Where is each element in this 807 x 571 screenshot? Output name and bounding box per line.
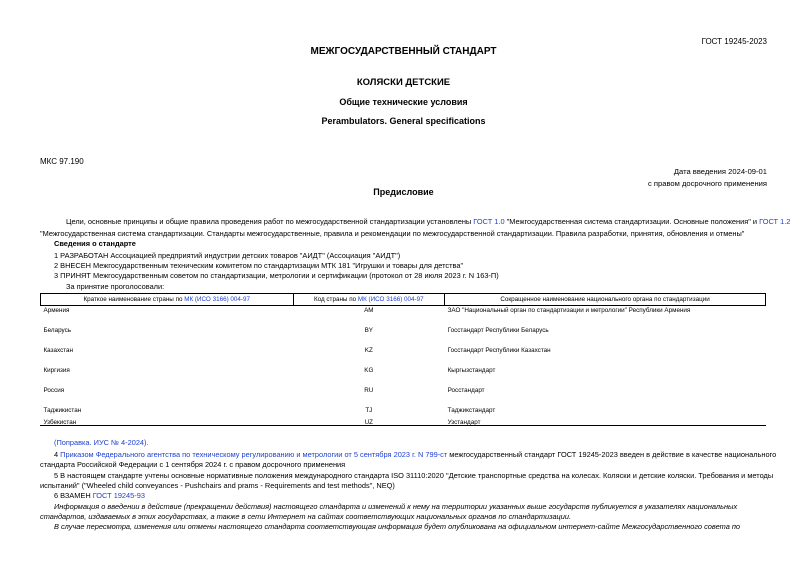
table-row — [41, 326, 766, 346]
body-cell: Кыргызстандарт — [447, 366, 496, 374]
table-row — [41, 306, 766, 326]
gost-1-0-link[interactable]: ГОСТ 1.0 — [473, 217, 505, 226]
foreword-text: Цели, основные принципы и общие правила проведения работ по межгосударственной стандартизации установлены — [66, 217, 474, 226]
column-header-code — [293, 294, 445, 306]
code-cell: RU — [364, 386, 374, 394]
column-header-country — [41, 294, 294, 306]
country-cell: Беларусь — [43, 326, 72, 334]
introduction-note: с правом досрочного применения — [648, 179, 767, 188]
foreword-text: "Межгосударственная система стандартизации. Основные положения" и — [504, 217, 760, 226]
body-cell: Росстандарт — [447, 386, 485, 394]
amendment-link[interactable]: (Поправка. ИУС № 4-2024). — [54, 438, 149, 447]
foreword-heading: Предисловие — [373, 187, 434, 197]
table-row — [41, 418, 766, 430]
gost-1-2-link[interactable]: ГОСТ 1.2 — [759, 217, 791, 226]
code-cell: BY — [364, 326, 374, 334]
item-1: 1 РАЗРАБОТАН Ассоциацией предприятий индустрии детских товаров "АИДТ" (Ассоциация "АИДТ") — [54, 251, 401, 260]
item-3: 3 ПРИНЯТ Межгосударственным советом по стандартизации, метрологии и сертификации (протокол от 28 июля 2023 г. N 163-П) — [54, 271, 499, 280]
mk-iso-link[interactable]: МК (ИСО 3166) 004-97 — [357, 296, 424, 303]
foreword-paragraph-1 — [66, 217, 790, 226]
code-cell: KZ — [364, 346, 373, 354]
document-title: КОЛЯСКИ ДЕТСКИЕ — [356, 77, 451, 88]
column-header-body: Сокращенное наименование национального органа по стандартизации — [445, 294, 766, 306]
item-5-cont: испытаний" ("Wheeled child conveyances - Pushchairs and prams - Requirements and test methods", NEQ) — [40, 481, 395, 490]
item-4-prefix: 4 — [54, 450, 61, 459]
mk-iso-link[interactable]: МК (ИСО 3166) 004-97 — [184, 296, 251, 303]
header-text: Код страны по — [313, 296, 358, 303]
body-cell: Таджикстандарт — [447, 406, 496, 414]
item-4-text: межгосударственный стандарт ГОСТ 19245-2023 введен в действие в качестве национального — [447, 450, 777, 459]
country-cell: Киргизия — [43, 366, 70, 374]
mks-code: МКС 97.190 — [40, 157, 84, 166]
code-cell: KG — [364, 366, 374, 374]
country-cell: Россия — [43, 386, 65, 394]
table-row — [41, 406, 766, 418]
document-subtitle-en: Perambulators. General specifications — [321, 116, 486, 126]
info-paragraph: Информация о введении в действие (прекращении действия) настоящего стандарта и изменений к нему на территории указанных выше государств публикуется в указателях национальных — [54, 502, 738, 511]
country-cell: Армения — [43, 307, 70, 314]
table-header-row — [41, 294, 766, 306]
foreword-paragraph-1-cont: "Межгосударственная система стандартизации. Стандарты межгосударственные, правила и рекомендации по межгосударственной стандартизации. Правила разработки, принятия, обновления и отмены" — [40, 229, 745, 238]
table-row — [41, 366, 766, 386]
header-text: Краткое наименование страны по — [83, 296, 185, 303]
code-cell: UZ — [364, 418, 374, 426]
standard-kind-heading: МЕЖГОСУДАРСТВЕННЫЙ СТАНДАРТ — [310, 46, 497, 57]
info-paragraph-cont: стандартов, издаваемых в этих государствах, а также в сети Интернет на сайтах соответствующих национальных органов по стандартизации. — [40, 512, 572, 521]
country-cell: Казахстан — [43, 346, 74, 354]
countries-table — [40, 293, 766, 430]
body-cell: Госстандарт Республики Казахстан — [447, 346, 551, 354]
gost-19245-93-link[interactable]: ГОСТ 19245-93 — [92, 491, 145, 500]
introduction-date: Дата введения 2024-09-01 — [673, 167, 767, 176]
country-cell: Таджикистан — [43, 406, 82, 414]
revision-paragraph: В случае пересмотра, изменения или отмены настоящего стандарта соответствующая информация будет опубликована на официальном интернет-сайте Межгосударственного совета по — [54, 522, 741, 531]
code-cell: TJ — [365, 406, 373, 414]
body-cell: ЗАО "Национальный орган по стандартизации и метрологии" Республики Армения — [447, 307, 691, 314]
table-bottom-border — [40, 425, 766, 426]
item-2: 2 ВНЕСЕН Межгосударственным техническим комитетом по стандартизации МТК 181 "Игрушки и товары для детства" — [54, 261, 464, 270]
voted-label: За принятие проголосовали: — [66, 282, 165, 291]
standard-info-heading: Сведения о стандарте — [54, 239, 136, 248]
item-4 — [54, 450, 776, 459]
country-cell: Узбекистан — [43, 418, 77, 426]
item-6-prefix: 6 ВЗАМЕН — [54, 491, 93, 500]
item-6 — [54, 491, 145, 500]
item-4-cont: стандарта Российской Федерации с 1 сентября 2024 г. с правом досрочного применения — [40, 460, 346, 469]
body-cell: Узстандарт — [447, 418, 481, 426]
table-row — [41, 346, 766, 366]
body-cell: Госстандарт Республики Беларусь — [447, 326, 549, 334]
document-subtitle-ru: Общие технические условия — [339, 97, 468, 107]
item-5: 5 В настоящем стандарте учтены основные нормативные положения международного стандарта ISO 31110:2020 "Детские транспортные средства на колесах. Коляски и детские коляски. Требования и методы — [54, 471, 774, 480]
code-cell: AM — [364, 307, 374, 314]
table-row — [41, 386, 766, 406]
document-id: ГОСТ 19245-2023 — [701, 37, 767, 46]
order-link[interactable]: Приказом Федерального агентства по техническому регулированию и метрологии от 5 сентября 2023 г. N 799-ст — [60, 450, 448, 459]
